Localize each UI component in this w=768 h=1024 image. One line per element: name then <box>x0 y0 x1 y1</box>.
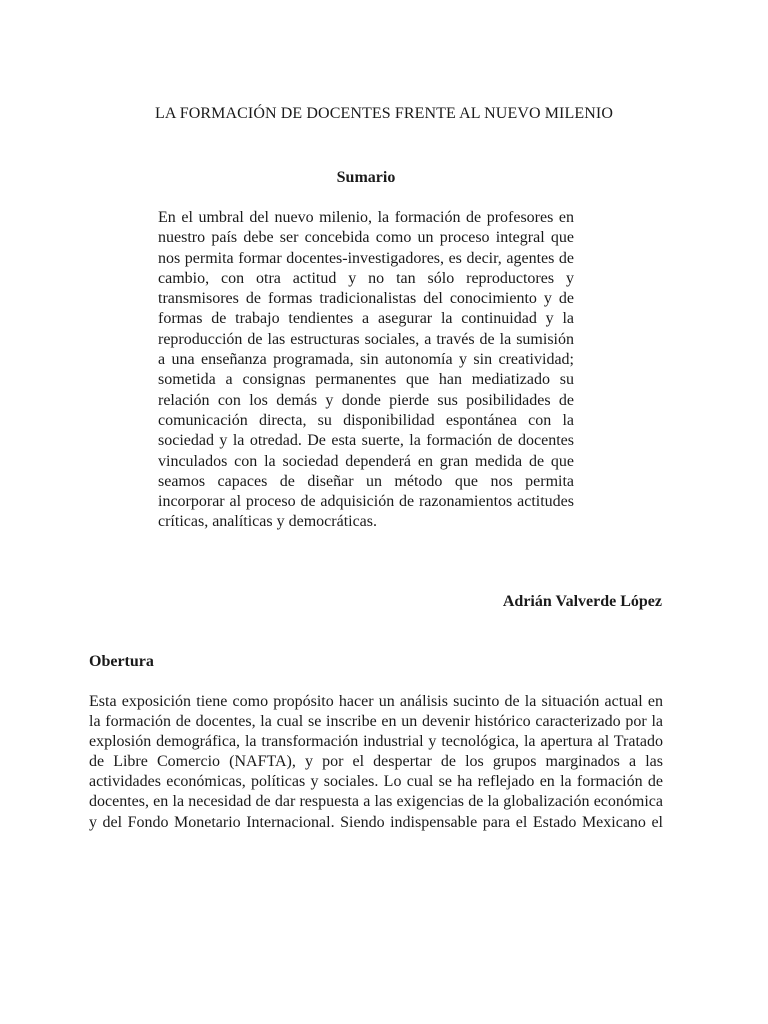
document-title: LA FORMACIÓN DE DOCENTES FRENTE AL NUEVO MILENIO <box>155 105 613 122</box>
section-paragraph: Esta exposición tiene como propósito hacer un análisis sucinto de la situación actual en la formación de docentes, la cual se inscribe en un devenir histórico caracterizado por la explosión demográfica, la transformación industrial y tecnológica, la apertura al Tratado de Libre Comercio (NAFTA), y por el despertar de los grupos marginados a las actividades económicas, políticas y sociales. Lo cual se ha reflejado en la formación de docentes, en la necesidad de dar respuesta a las exigencias de la globalización económica y del Fondo Monetario Internacional. Siendo indispensable para el Estado Mexicano el <box>89 693 663 831</box>
summary-heading: Sumario <box>336 169 396 186</box>
author-name: Adrián Valverde López <box>502 593 662 610</box>
section-heading-obertura: Obertura <box>89 653 154 670</box>
summary-paragraph: En el umbral del nuevo milenio, la formación de profesores en nuestro país debe ser concebida como un proceso integral que nos permita formar docentes-investigadores, es decir, agentes de cambio, con otra actitud y no tan sólo reproductores y transmisores de formas tradicionalistas del conocimiento y de formas de trabajo tendientes a asegurar la continuidad y la reproducción de las estructuras sociales, a través de la sumisión a una enseñanza programada, sin autonomía y sin creatividad; sometida a consignas permanentes que han mediatizado su relación con los demás y donde pierde sus posibilidades de comunicación directa, su disponibilidad espontánea con la sociedad y la otredad. De esta suerte, la formación de docentes vinculados con la sociedad dependerá en gran medida de que seamos capaces de diseñar un método que nos permita incorporar al proceso de adquisición de razonamientos actitudes críticas, analíticas y democráticas. <box>158 209 574 531</box>
